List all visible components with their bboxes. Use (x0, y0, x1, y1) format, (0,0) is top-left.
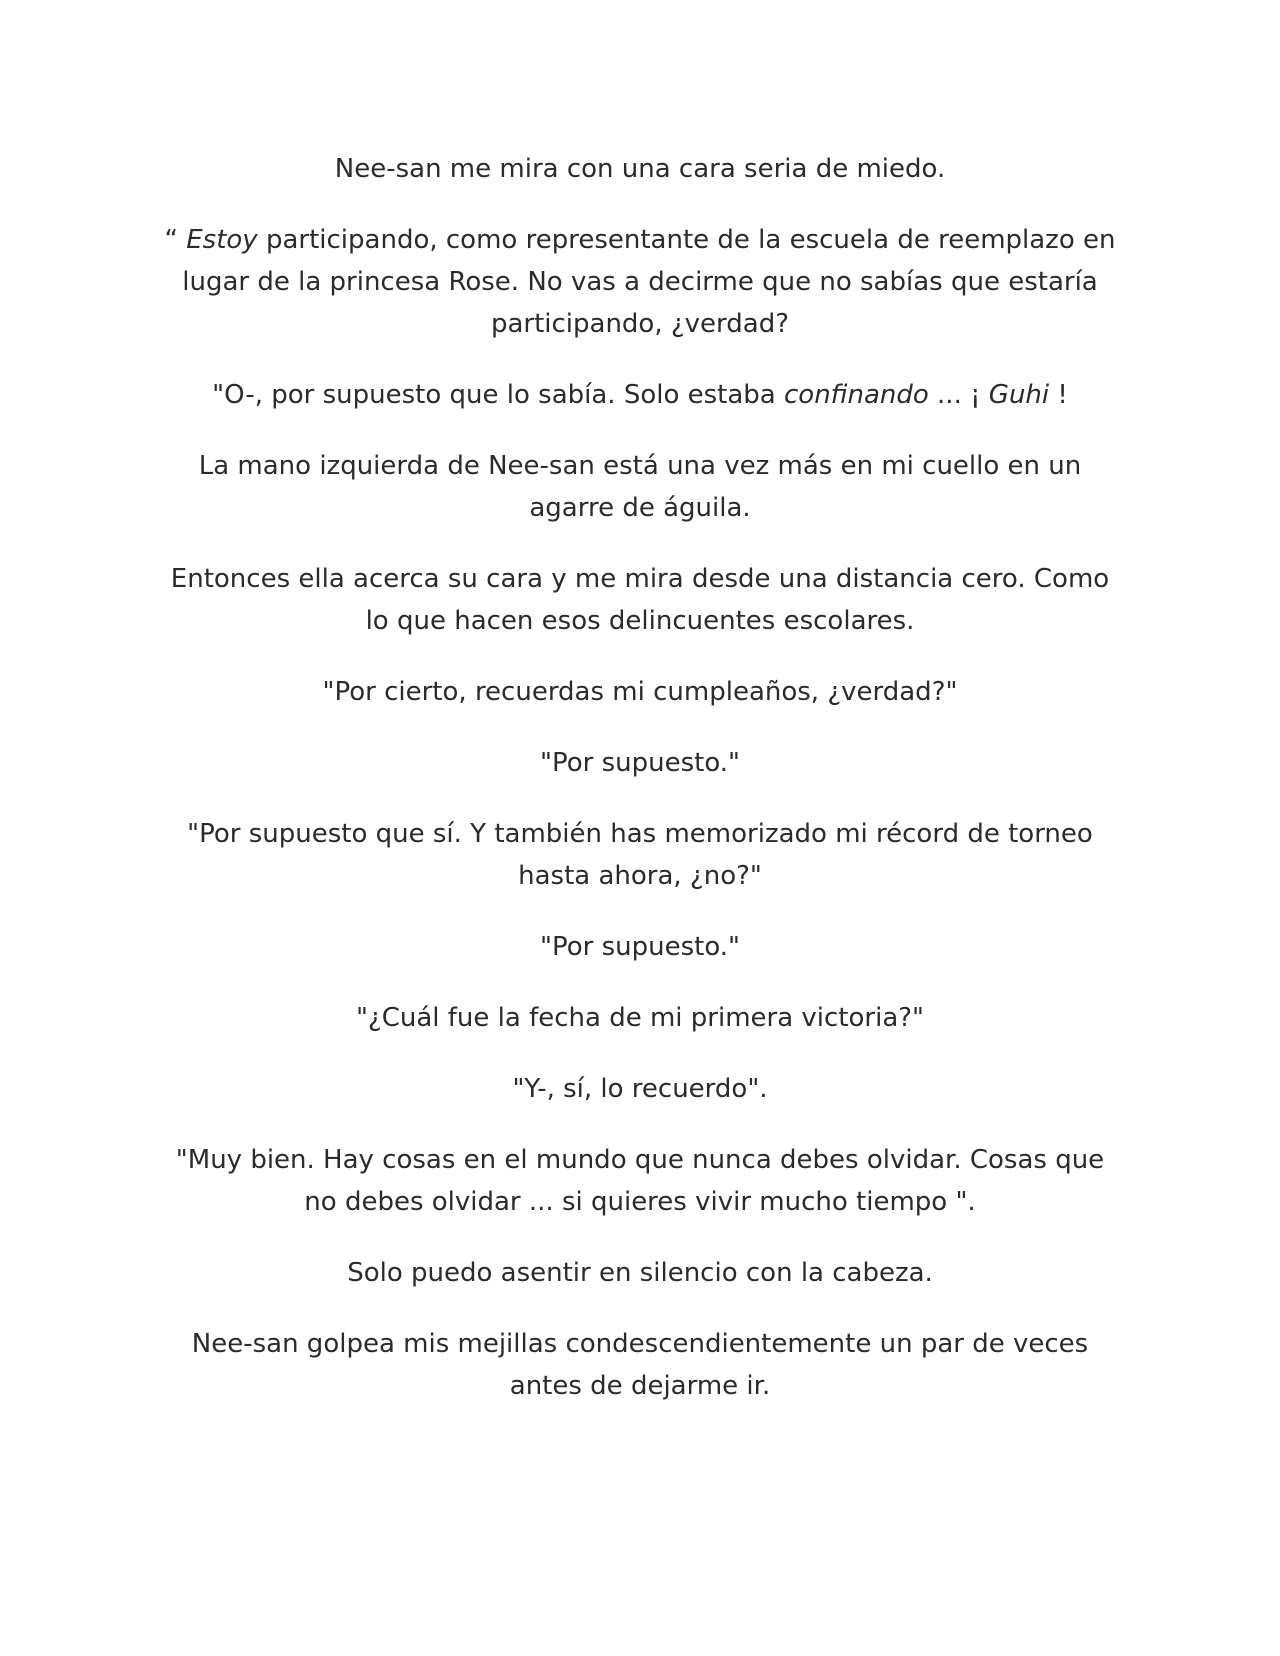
text-column (160, 148, 1120, 1436)
paragraph-5: Entonces ella acerca su cara y me mira desde una distancia cero. Como lo que hacen esos delincuentes escolares. (170, 564, 1110, 636)
paragraph-13: Solo puedo asentir en silencio con la cabeza. (347, 1258, 933, 1288)
italic-word-confinando: confinando (784, 380, 929, 410)
paragraph-9: "Por supuesto." (540, 932, 740, 962)
paragraph-11: "Y-, sí, lo recuerdo". (512, 1074, 768, 1104)
paragraph-2-rest: participando, como representante de la escuela de reemplazo en lugar de la princesa Rose. No vas a decirme que no sabías que estaría participando, ¿verdad? (182, 225, 1116, 339)
open-quote: “ (164, 225, 187, 255)
paragraph-7: "Por supuesto." (540, 748, 740, 778)
italic-word-guhi: Guhi (988, 380, 1050, 410)
paragraph-14: Nee-san golpea mis mejillas condescendientemente un par de veces antes de dejarme ir. (191, 1329, 1089, 1401)
italic-word-estoy: Estoy (186, 225, 258, 255)
paragraph-2 (160, 219, 1120, 345)
paragraph-1: Nee-san me mira con una cara seria de miedo. (334, 154, 946, 184)
paragraph-12: "Muy bien. Hay cosas en el mundo que nunca debes olvidar. Cosas que no debes olvidar ... si quieres vivir mucho tiempo ". (175, 1145, 1105, 1217)
paragraph-3-end: ! (1049, 380, 1068, 410)
paragraph-3 (160, 374, 1120, 416)
paragraph-8: "Por supuesto que sí. Y también has memorizado mi récord de torneo hasta ahora, ¿no?" (187, 819, 1093, 891)
paragraph-4: La mano izquierda de Nee-san está una vez más en mi cuello en un agarre de águila. (198, 451, 1082, 523)
paragraph-6: "Por cierto, recuerdas mi cumpleaños, ¿verdad?" (322, 677, 958, 707)
paragraph-3-middle: ... ¡ (928, 380, 989, 410)
paragraph-10: "¿Cuál fue la fecha de mi primera victoria?" (355, 1003, 925, 1033)
paragraph-3-lead: "O-, por supuesto que lo sabía. Solo estaba (212, 380, 784, 410)
